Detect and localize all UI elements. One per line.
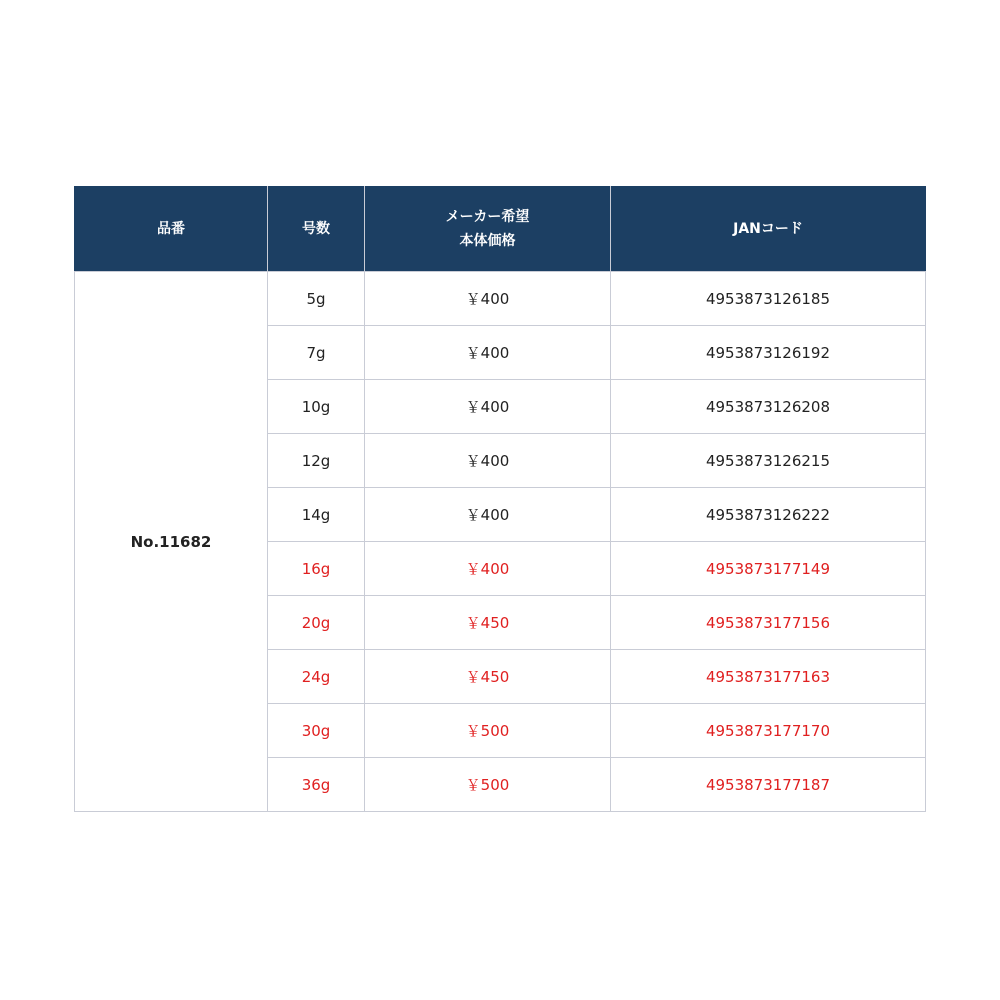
price-cell: ￥400 (365, 272, 611, 326)
jan-code-cell: 4953873177170 (611, 704, 926, 758)
header-price-line2: 本体価格 (459, 233, 516, 249)
size-cell: 7g (268, 326, 365, 380)
header-price-line1: メーカー希望 (445, 209, 530, 225)
product-code-cell: No.11682 (75, 272, 268, 812)
jan-code-cell: 4953873126215 (611, 434, 926, 488)
size-cell: 5g (268, 272, 365, 326)
header-product-code: 品番 (75, 187, 268, 272)
jan-code-cell: 4953873126185 (611, 272, 926, 326)
jan-code-cell: 4953873177149 (611, 542, 926, 596)
price-cell: ￥400 (365, 326, 611, 380)
price-cell: ￥400 (365, 488, 611, 542)
jan-code-cell: 4953873177163 (611, 650, 926, 704)
table-body (75, 272, 926, 812)
header-jan-code: JANコード (611, 187, 926, 272)
jan-code-cell: 4953873177156 (611, 596, 926, 650)
size-cell: 10g (268, 380, 365, 434)
jan-code-cell: 4953873177187 (611, 758, 926, 812)
header-size: 号数 (268, 187, 365, 272)
jan-code-cell: 4953873126208 (611, 380, 926, 434)
jan-code-cell: 4953873126222 (611, 488, 926, 542)
size-cell: 24g (268, 650, 365, 704)
size-cell: 30g (268, 704, 365, 758)
size-cell: 20g (268, 596, 365, 650)
price-cell: ￥400 (365, 380, 611, 434)
price-cell: ￥450 (365, 650, 611, 704)
size-cell: 14g (268, 488, 365, 542)
size-cell: 36g (268, 758, 365, 812)
table-header (75, 187, 926, 272)
price-cell: ￥500 (365, 704, 611, 758)
size-cell: 12g (268, 434, 365, 488)
size-cell: 16g (268, 542, 365, 596)
price-cell: ￥400 (365, 434, 611, 488)
header-row (75, 187, 926, 272)
price-cell: ￥450 (365, 596, 611, 650)
table-row (75, 272, 926, 326)
header-price (365, 187, 611, 272)
price-cell: ￥400 (365, 542, 611, 596)
price-cell: ￥500 (365, 758, 611, 812)
product-spec-table (74, 186, 926, 812)
jan-code-cell: 4953873126192 (611, 326, 926, 380)
